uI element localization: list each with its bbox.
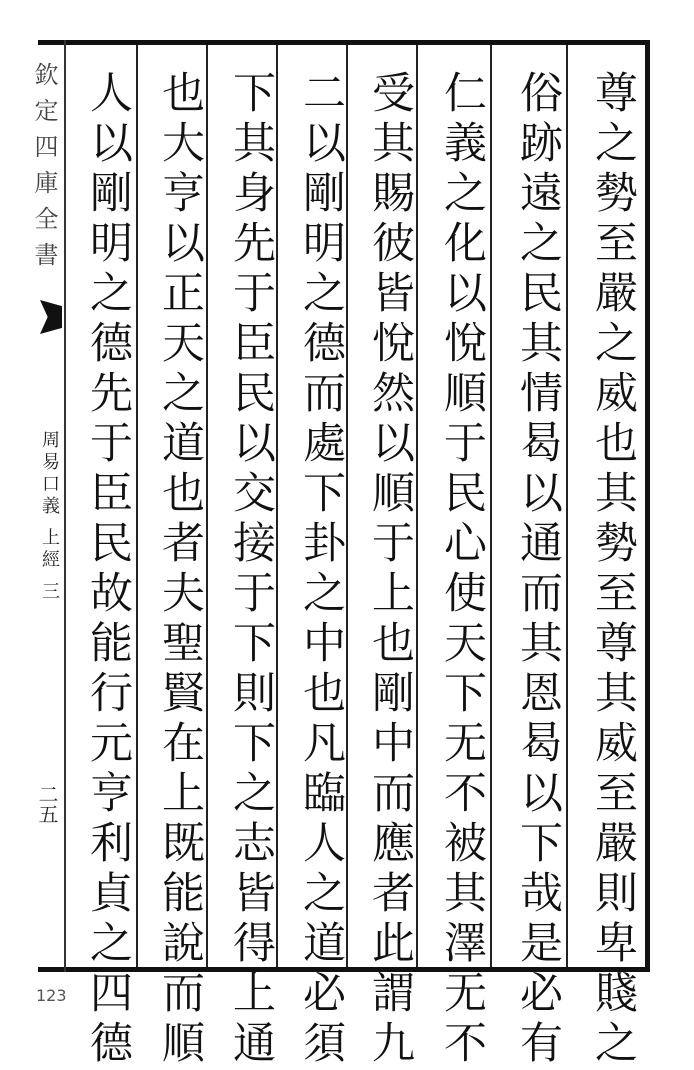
margin-page-number: 二五 <box>35 784 59 824</box>
text-column-4: 受其賜彼皆悅然以順于上也剛中而應者此謂九 <box>365 70 415 1070</box>
text-column-6: 下其身先于臣民以交接于下則下之志皆得上通 <box>226 70 276 1070</box>
text-column-5: 二以剛明之德而處下卦之中也凡臨人之道必須 <box>296 70 346 1070</box>
text-column-3: 仁義之化以悅順于民心使天下无不被其澤无不 <box>437 70 487 1070</box>
footer-number: 123 <box>36 986 67 1005</box>
text-column-1: 尊之勢至嚴之威也其勢至尊其威至嚴則卑賤之 <box>588 70 638 1070</box>
margin-book-title: 欽定四庫全書 <box>30 62 58 278</box>
text-column-2: 俗跡遠之民其情曷以通而其恩曷以下哉是必有 <box>513 70 563 1070</box>
margin-divider <box>64 40 66 972</box>
text-column-8: 人以剛明之德先于臣民故能行元亨利貞之四德 <box>83 70 133 1070</box>
text-column-7: 也大亨以正天之道也者夫聖賢在上既能說而順 <box>155 70 205 1070</box>
margin-volume-label: 周易口義 上經 三 <box>39 430 60 604</box>
